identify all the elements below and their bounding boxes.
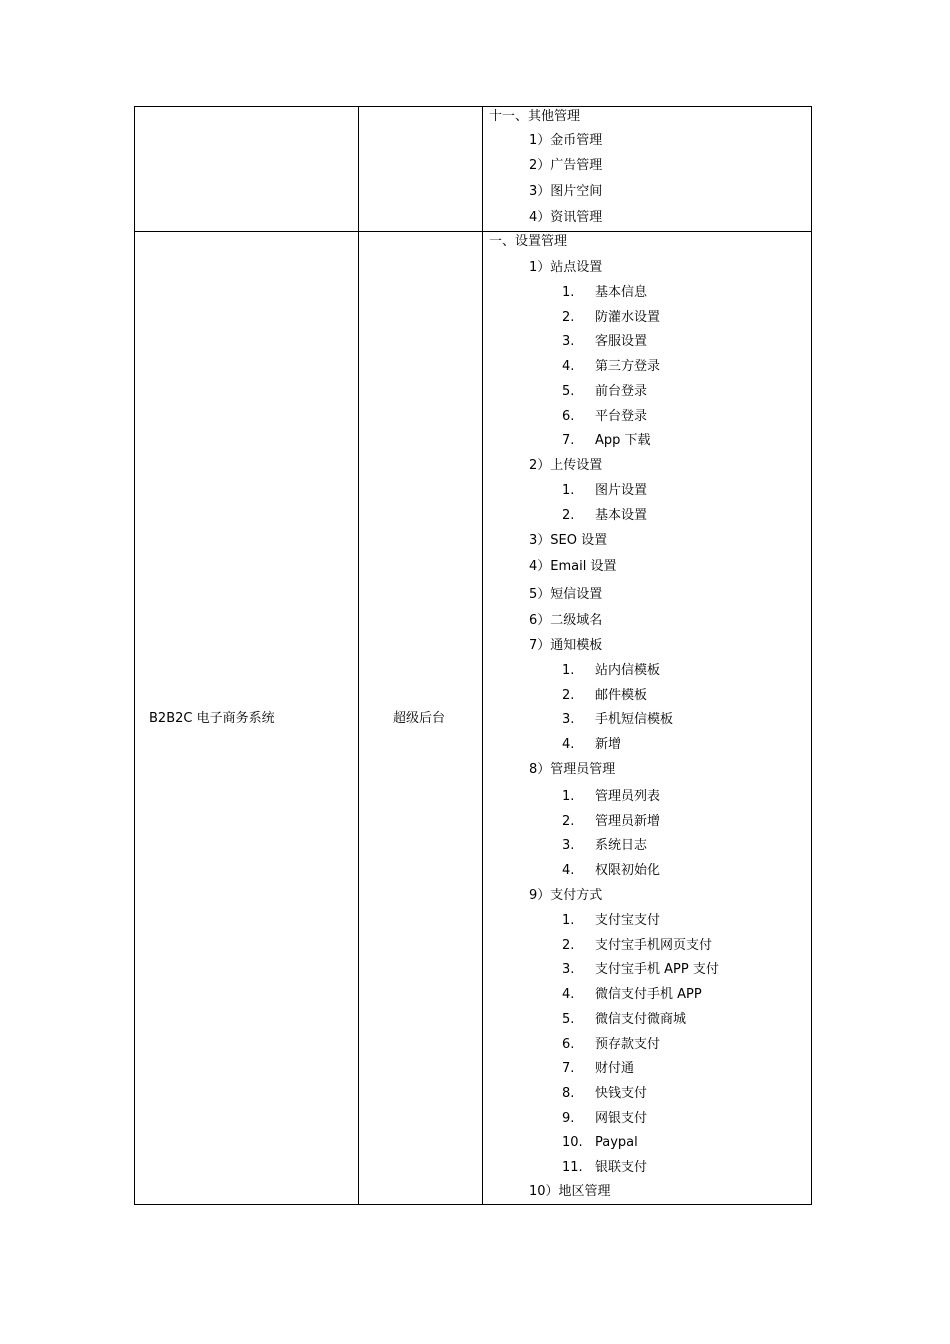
settings-subitem-number: 5.: [562, 1012, 575, 1027]
settings-subitem-number: 9.: [562, 1111, 575, 1126]
row-divider: [134, 231, 812, 232]
settings-subitem-label: 预存款支付: [595, 1037, 661, 1052]
settings-subitem-number: 2.: [562, 508, 575, 523]
settings-subitem-number: 1.: [562, 913, 575, 928]
settings-subitem-number: 3.: [562, 838, 575, 853]
settings-subitem-number: 3.: [562, 962, 575, 977]
section-title-settings-management: 一、设置管理: [489, 234, 568, 249]
settings-subitem-label: 邮件模板: [595, 688, 648, 703]
settings-subitem-number: 4.: [562, 737, 575, 752]
settings-subitem-label: 手机短信模板: [595, 712, 674, 727]
settings-group-label: 5）短信设置: [529, 587, 603, 602]
settings-subitem-number: 1.: [562, 483, 575, 498]
settings-subitem-number: 4.: [562, 987, 575, 1002]
settings-subitem-number: 4.: [562, 359, 575, 374]
settings-subitem-label: 银联支付: [595, 1160, 648, 1175]
row1-list-item: 2）广告管理: [529, 158, 603, 173]
settings-subitem-label: 基本信息: [595, 285, 648, 300]
table-border-left: [134, 106, 135, 1205]
column-divider-2: [482, 106, 483, 1205]
settings-subitem-label: 第三方登录: [595, 359, 661, 374]
settings-subitem-number: 3.: [562, 334, 575, 349]
table-border-top: [134, 106, 812, 107]
settings-subitem-number: 11.: [562, 1160, 583, 1175]
settings-subitem-number: 7.: [562, 1061, 575, 1076]
settings-group-label: 6）二级域名: [529, 613, 603, 628]
settings-subitem-number: 5.: [562, 384, 575, 399]
settings-subitem-number: 2.: [562, 310, 575, 325]
settings-subitem-label: 管理员列表: [595, 789, 661, 804]
settings-group-label: 7）通知模板: [529, 638, 603, 653]
settings-subitem-label: App 下载: [595, 433, 651, 448]
settings-group-label: 3）SEO 设置: [529, 533, 608, 548]
settings-subitem-number: 8.: [562, 1086, 575, 1101]
settings-subitem-label: 微信支付手机 APP: [595, 987, 702, 1002]
settings-subitem-label: 快钱支付: [595, 1086, 648, 1101]
settings-subitem-label: 图片设置: [595, 483, 648, 498]
settings-subitem-number: 2.: [562, 814, 575, 829]
settings-subitem-number: 2.: [562, 938, 575, 953]
feature-table: [134, 106, 812, 1205]
settings-subitem-label: 平台登录: [595, 409, 648, 424]
settings-subitem-label: 基本设置: [595, 508, 648, 523]
settings-subitem-number: 7.: [562, 433, 575, 448]
settings-subitem-label: 微信支付微商城: [595, 1012, 687, 1027]
settings-group-label: 4）Email 设置: [529, 559, 617, 574]
row1-list-item: 3）图片空间: [529, 184, 603, 199]
settings-subitem-number: 2.: [562, 688, 575, 703]
settings-subitem-number: 1.: [562, 789, 575, 804]
table-border-right: [811, 106, 812, 1205]
settings-group-label: 1）站点设置: [529, 260, 603, 275]
settings-subitem-number: 10.: [562, 1135, 583, 1150]
settings-subitem-number: 1.: [562, 663, 575, 678]
settings-subitem-number: 6.: [562, 1037, 575, 1052]
settings-subitem-label: Paypal: [595, 1135, 638, 1150]
settings-subitem-label: 管理员新增: [595, 814, 661, 829]
settings-subitem-label: 站内信模板: [595, 663, 661, 678]
section-title-other-management: 十一、其他管理: [489, 109, 581, 124]
row1-list-item: 1）金币管理: [529, 133, 603, 148]
settings-subitem-label: 防灌水设置: [595, 310, 661, 325]
settings-subitem-label: 新增: [595, 737, 622, 752]
settings-subitem-label: 财付通: [595, 1061, 635, 1076]
settings-subitem-label: 系统日志: [595, 838, 648, 853]
settings-subitem-label: 网银支付: [595, 1111, 648, 1126]
settings-group-label: 8）管理员管理: [529, 762, 616, 777]
settings-subitem-label: 支付宝支付: [595, 913, 661, 928]
column-divider-1: [358, 106, 359, 1205]
row1-list-item: 4）资讯管理: [529, 210, 603, 225]
settings-group-label: 2）上传设置: [529, 458, 603, 473]
settings-subitem-number: 1.: [562, 285, 575, 300]
table-border-bottom: [134, 1204, 812, 1205]
settings-subitem-number: 6.: [562, 409, 575, 424]
settings-subitem-label: 支付宝手机 APP 支付: [595, 962, 719, 977]
module-name-cell: 超级后台: [393, 711, 446, 726]
settings-subitem-label: 权限初始化: [595, 863, 661, 878]
settings-group-label: 9）支付方式: [529, 888, 603, 903]
settings-subitem-label: 支付宝手机网页支付: [595, 938, 713, 953]
settings-subitem-label: 客服设置: [595, 334, 648, 349]
settings-group-label: 10）地区管理: [529, 1184, 611, 1199]
settings-subitem-number: 3.: [562, 712, 575, 727]
system-name-cell: B2B2C 电子商务系统: [149, 711, 275, 726]
settings-subitem-number: 4.: [562, 863, 575, 878]
settings-subitem-label: 前台登录: [595, 384, 648, 399]
